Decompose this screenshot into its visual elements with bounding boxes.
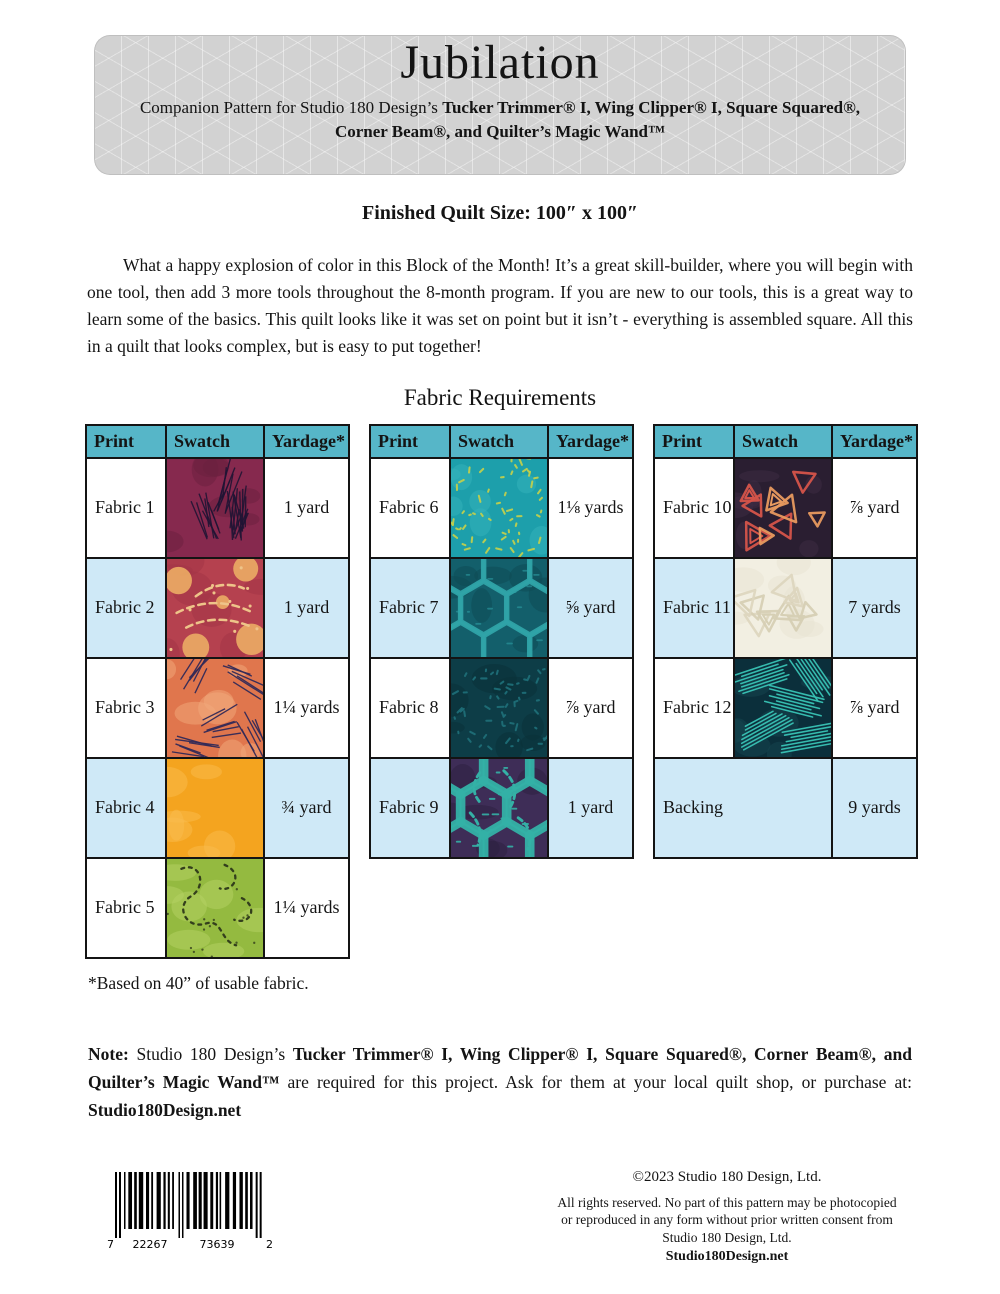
fabric-print-label: Fabric 6 [370,458,450,558]
fabric-table-1 [85,424,350,959]
footnote: *Based on 40” of usable fabric. [88,972,309,993]
fabric-swatch [450,558,548,658]
fabric-print-label: Fabric 3 [86,658,166,758]
note-text-2: are required for this project. Ask for them at your local quilt shop, or purchase at: [279,1071,912,1092]
fabric-requirements-heading: Fabric Requirements [403,384,597,410]
column-header: Yardage* [832,425,917,458]
subtitle [94,96,906,144]
fabric-row [654,758,917,858]
fabric-yardage: ⅞ yard [548,658,633,758]
quilt-size-heading: Finished Quilt Size: 100″ x 100″ [362,202,638,224]
fabric-yardage: ⅝ yard [548,558,633,658]
svg-text:73639: 73639 [199,1238,235,1251]
tools-note [88,1040,912,1124]
svg-text:7: 7 [107,1238,114,1251]
fabric-swatch [166,558,264,658]
subtitle-tools-line2: Corner Beam®, and Quilter’s Magic Wand™ [334,121,666,141]
table-header-row [654,425,917,458]
fabric-yardage: 1 yard [264,558,349,658]
fabric-yardage: 1⅛ yards [548,458,633,558]
subtitle-prefix: Companion Pattern for Studio 180 Design’s [139,98,443,117]
fabric-row [86,458,349,558]
column-header: Print [654,425,734,458]
fabric-print-label: Fabric 11 [654,558,734,658]
fabric-table-2 [369,424,634,859]
note-tools: Tucker Trimmer® I, Wing Clipper® I, Square Squared®, Corner Beam®, and Quilter’s Magic Wand™ [88,1043,912,1092]
fabric-print-label: Fabric 12 [654,658,734,758]
column-header: Print [86,425,166,458]
fabric-row [370,758,633,858]
fabric-swatch [734,558,832,658]
upc-barcode [105,1168,275,1254]
column-header: Print [370,425,450,458]
fabric-row [86,558,349,658]
fabric-print-label: Fabric 7 [370,558,450,658]
fabric-yardage: 9 yards [832,758,917,858]
column-header: Swatch [734,425,832,458]
fabric-yardage: ⅞ yard [832,458,917,558]
fabric-yardage: ⅞ yard [832,658,917,758]
fabric-row [370,558,633,658]
fabric-print-label: Fabric 2 [86,558,166,658]
fabric-swatch [166,458,264,558]
fabric-tables [85,424,1000,959]
copyright-line: All rights reserved. No part of this pattern may be photocopied [557,1194,897,1210]
fabric-yardage: 1¼ yards [264,858,349,958]
fabric-print-label: Fabric 10 [654,458,734,558]
fabric-row [86,758,349,858]
fabric-print-label: Fabric 4 [86,758,166,858]
footer [105,1168,942,1266]
title-banner [94,35,906,175]
note-site: Studio180Design.net [88,1099,242,1120]
fabric-row [86,858,349,958]
fabric-swatch [734,458,832,558]
fabric-swatch [450,758,548,858]
fabric-yardage: 1 yard [548,758,633,858]
svg-text:22267: 22267 [132,1238,168,1251]
fabric-swatch [450,458,548,558]
fabric-swatch [166,758,264,858]
copyright-block [512,1168,942,1266]
fabric-yardage: 1 yard [264,458,349,558]
fabric-print-label: Fabric 5 [86,858,166,958]
column-header: Yardage* [264,425,349,458]
fabric-yardage: ¾ yard [264,758,349,858]
fabric-print-label: Fabric 1 [86,458,166,558]
subtitle-tools-line1: Tucker Trimmer® I, Wing Clipper® I, Square Squared®, [442,98,861,117]
copyright-website: Studio180Design.net [665,1249,789,1265]
intro-paragraph: What a happy explosion of color in this Block of the Month! It’s a great skill-builder, where you will begin with one tool, then add 3 more tools throughout the 8-month program. If you are new to our tools, this is a great way to learn some of the basics. This quilt looks like it was set on point but it isn’t - everything is assembled square. All this in a quilt that looks complex, but is easy to put together! [87,255,913,357]
fabric-swatch [450,658,548,758]
fabric-print-label: Backing [654,758,832,858]
page-title: Jubilation [400,36,600,89]
copyright-line: or reproduced in any form without prior written consent from [561,1212,893,1228]
copyright-line: ©2023 Studio 180 Design, Ltd. [632,1169,822,1185]
note-label: Note: [88,1043,129,1064]
copyright-line: Studio 180 Design, Ltd. [662,1229,792,1245]
fabric-yardage: 1¼ yards [264,658,349,758]
fabric-row [370,458,633,558]
fabric-print-label: Fabric 9 [370,758,450,858]
fabric-row [86,658,349,758]
fabric-swatch [166,858,264,958]
fabric-row [654,458,917,558]
column-header: Swatch [166,425,264,458]
column-header: Yardage* [548,425,633,458]
fabric-print-label: Fabric 8 [370,658,450,758]
fabric-row [370,658,633,758]
fabric-row [654,658,917,758]
fabric-swatch [734,658,832,758]
svg-text:2: 2 [266,1238,273,1251]
column-header: Swatch [450,425,548,458]
note-text-1: Studio 180 Design’s [128,1043,293,1064]
fabric-yardage: 7 yards [832,558,917,658]
fabric-table-3 [653,424,918,859]
table-header-row [86,425,349,458]
fabric-swatch [166,658,264,758]
table-header-row [370,425,633,458]
fabric-row [654,558,917,658]
